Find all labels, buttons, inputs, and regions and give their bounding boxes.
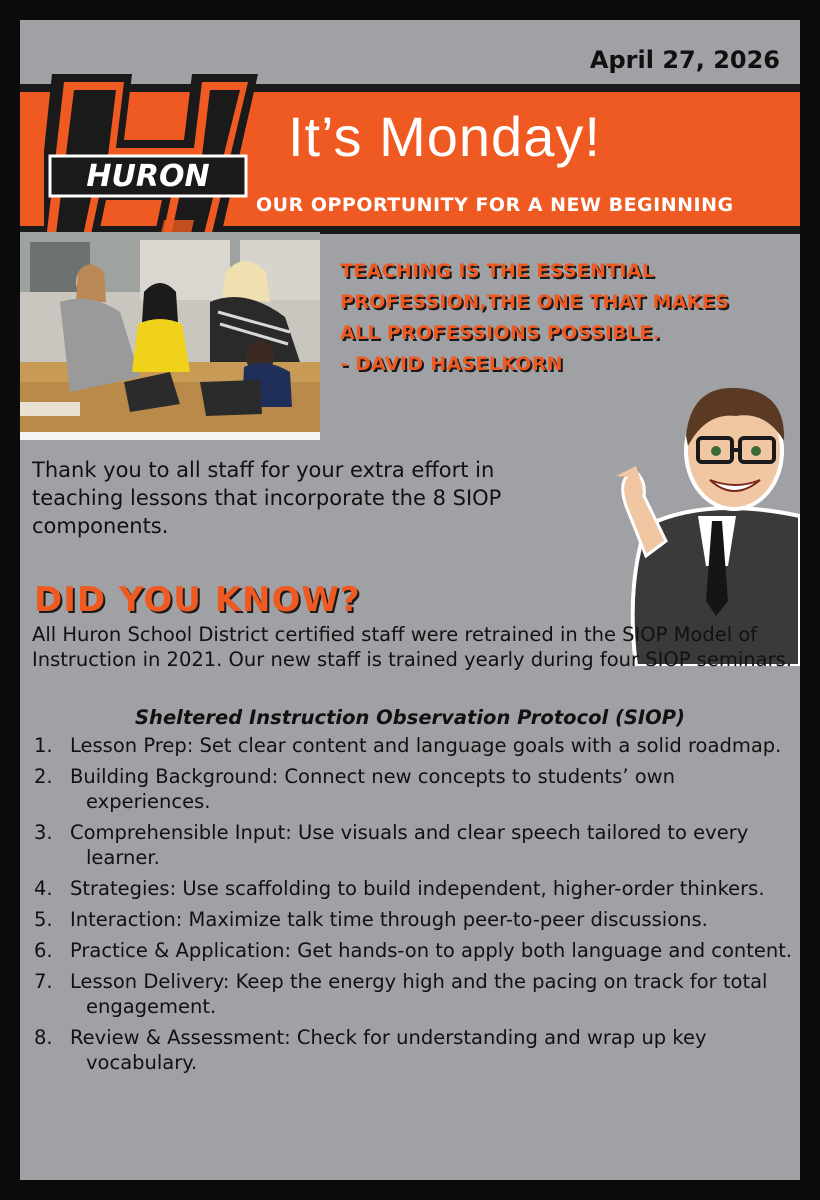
list-item	[20, 820, 800, 870]
list-item-number: 7.	[34, 970, 53, 993]
quote-line: ALL PROFESSIONS POSSIBLE.	[340, 322, 661, 344]
list-item	[20, 1025, 800, 1075]
list-item-number: 8.	[34, 1026, 53, 1049]
did-you-know-intro: All Huron School District certified staff were retrained in the SIOP Model of Instruction in 2021. Our new staff is trained yearly during four SIOP seminars.	[32, 623, 792, 671]
newsletter-page	[20, 20, 800, 1180]
list-item-text: Lesson Prep: Set clear content and language goals with a solid roadmap.	[70, 734, 782, 757]
list-item-number: 6.	[34, 939, 53, 962]
list-item-text: Practice & Application: Get hands-on to apply both language and content.	[70, 939, 793, 962]
list-item	[20, 876, 800, 901]
siop-components-list	[20, 733, 800, 1081]
did-you-know-heading: DID YOU KNOW?	[34, 580, 361, 620]
list-item-text: Building Background: Connect new concepts to students’ own experiences.	[70, 765, 675, 813]
list-item-text: Review & Assessment: Check for understanding and wrap up key vocabulary.	[70, 1026, 707, 1074]
list-item	[20, 907, 800, 932]
list-item-text: Strategies: Use scaffolding to build independent, higher-order thinkers.	[70, 877, 765, 900]
list-item-number: 4.	[34, 877, 53, 900]
list-item-text: Lesson Delivery: Keep the energy high and the pacing on track for total engagement.	[70, 970, 768, 1018]
list-item	[20, 938, 800, 963]
list-item	[20, 733, 800, 758]
list-item	[20, 764, 800, 814]
list-item-number: 3.	[34, 821, 53, 844]
list-item-number: 5.	[34, 908, 53, 931]
siop-list-title: Sheltered Instruction Observation Protocol (SIOP)	[135, 706, 685, 729]
banner-subtitle: OUR OPPORTUNITY FOR A NEW BEGINNING	[256, 194, 734, 216]
banner-title: It’s Monday!	[288, 105, 601, 168]
list-item-text: Interaction: Maximize talk time through peer-to-peer discussions.	[70, 908, 708, 931]
cartoon-avatar	[606, 366, 800, 666]
quote-attribution: - DAVID HASELKORN	[340, 353, 563, 375]
list-item-number: 1.	[34, 734, 53, 757]
list-item-number: 2.	[34, 765, 53, 788]
quote-block	[340, 256, 780, 380]
list-item	[20, 969, 800, 1019]
list-item-text: Comprehensible Input: Use visuals and clear speech tailored to every learner.	[70, 821, 749, 869]
quote-line: PROFESSION,THE ONE THAT MAKES	[340, 291, 729, 313]
logo-text: HURON	[86, 159, 210, 194]
classroom-photo	[20, 232, 320, 440]
thanks-message: Thank you to all staff for your extra effort in teaching lessons that incorporate the 8 SIOP components.	[32, 458, 502, 538]
quote-line: TEACHING IS THE ESSENTIAL	[340, 260, 655, 282]
newsletter-date: April 27, 2026	[589, 46, 780, 74]
